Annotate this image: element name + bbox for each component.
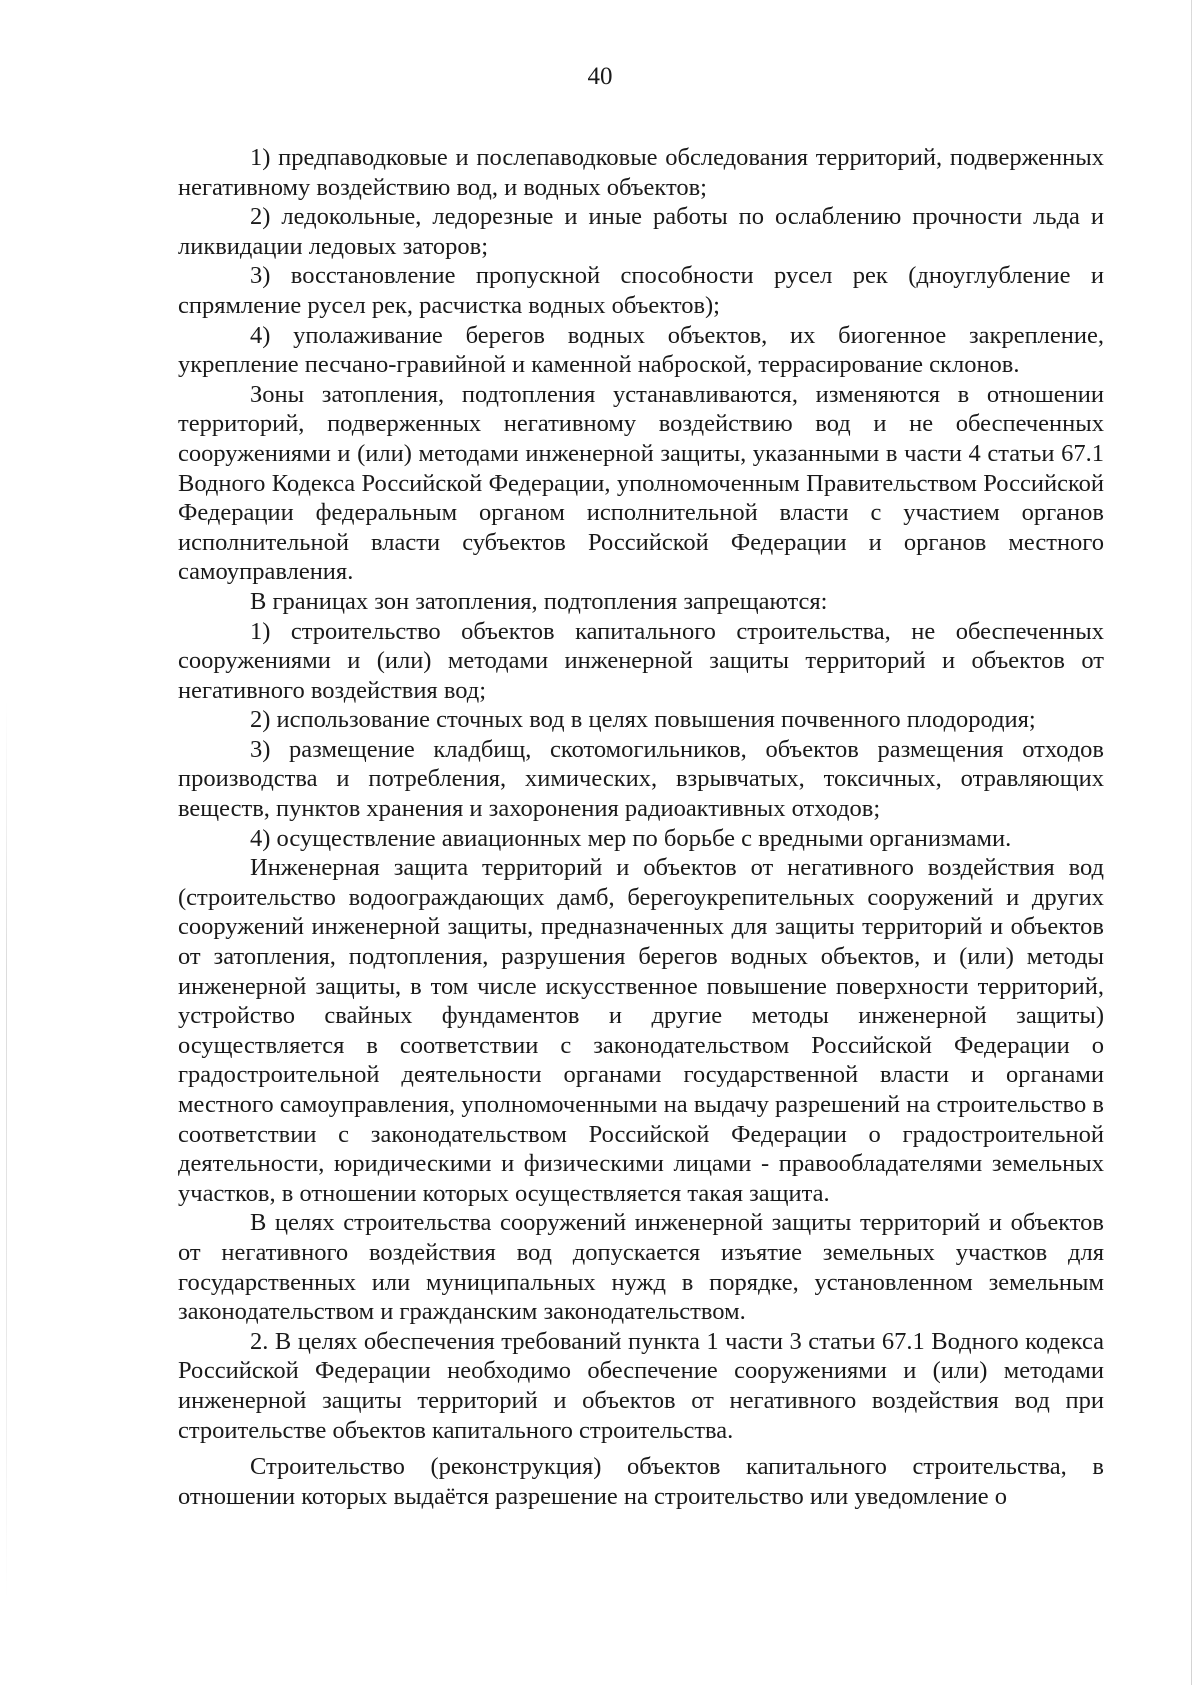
paragraph: 2) использование сточных вод в целях повышения почвенного плодородия; [250, 706, 1036, 734]
scan-edge-left [6, 700, 7, 1600]
scan-edge-right [1191, 0, 1192, 1685]
paragraph: 1) строительство объектов капитального строительства, не обеспеченных сооружениями и (или) методами инженерной защиты территорий и объектов от негативного воздействия вод; [178, 617, 1104, 704]
paragraph: В границах зон затопления, подтопления запрещаются: [250, 587, 828, 615]
paragraph: 4) осуществление авиационных мер по борьбе с вредными организмами. [250, 824, 1012, 852]
paragraph: 3) размещение кладбищ, скотомогильников, объектов размещения отходов производства и потребления, химических, взрывчатых, токсичных, отравляющих веществ, пунктов хранения и захоронения радиоактивных отходов; [178, 735, 1104, 823]
paragraph: 2. В целях обеспечения требований пункта 1 части 3 статьи 67.1 Водного кодекса Российской Федерации необходимо обеспечение сооружениями и (или) методами инженерной защиты территорий и объектов от негативного воздействия вод при строительстве объектов капитального строительства. [178, 1327, 1104, 1444]
paragraph: Инженерная защита территорий и объектов от негативного воздействия вод (строительство водоограждающих дамб, берегоукрепительных сооружений и других сооружений инженерной защиты, предназначенных для защиты территорий и объектов от затопления, подтопления, разрушения берегов водных объектов, и (или) методы инженерной защиты, в том числе искусственное повышение поверхности территорий, устройство свайных фундаментов и другие методы инженерной защиты) осуществляется в соответствии с законодательством Российской Федерации о градостроительной деятельности органами государственной власти и органами местного самоуправления, уполномоченными на выдачу разрешений на строительство в соответствии с законодательством Российской Федерации о градостроительной деятельности, юридическими и физическими лицами - правообладателями земельных участков, в отношении которых осуществляется такая защита. [178, 854, 1104, 1207]
paragraph: 1) предпаводковые и послепаводковые обследования территорий, подверженных негативному воздействию вод, и водных объектов; [178, 144, 1104, 201]
document-body [178, 143, 1104, 1511]
page-number: 40 [587, 63, 613, 90]
paragraph: 2) ледокольные, ледорезные и иные работы по ослаблению прочности льда и ликвидации ледовых заторов; [178, 203, 1104, 260]
paragraph: 3) восстановление пропускной способности русел рек (дноуглубление и спрямление русел рек, расчистка водных объектов); [178, 262, 1104, 319]
paragraph: 4) уполаживание берегов водных объектов, их биогенное закрепление, укрепление песчано-гравийной и каменной наброской, террасирование склонов. [178, 321, 1104, 379]
paragraph: В целях строительства сооружений инженерной защиты территорий и объектов от негативного воздействия вод допускается изъятие земельных участков для государственных или муниципальных нужд в порядке, установленном земельным законодательством и гражданским законодательством. [178, 1209, 1104, 1326]
paragraph: Строительство (реконструкция) объектов капитального строительства, в отношении которых выдаётся разрешение на строительство или уведомление о [178, 1453, 1104, 1510]
paragraph: Зоны затопления, подтопления устанавливаются, изменяются в отношении территорий, подверженных негативному воздействию вод и не обеспеченных сооружениями и (или) методами инженерной защиты, указанными в части 4 статьи 67.1 Водного Кодекса Российской Федерации, уполномоченным Правительством Российской Федерации федеральным органом исполнительной власти с участием органов исполнительной власти субъектов Российской Федерации и органов местного самоуправления. [178, 380, 1104, 586]
